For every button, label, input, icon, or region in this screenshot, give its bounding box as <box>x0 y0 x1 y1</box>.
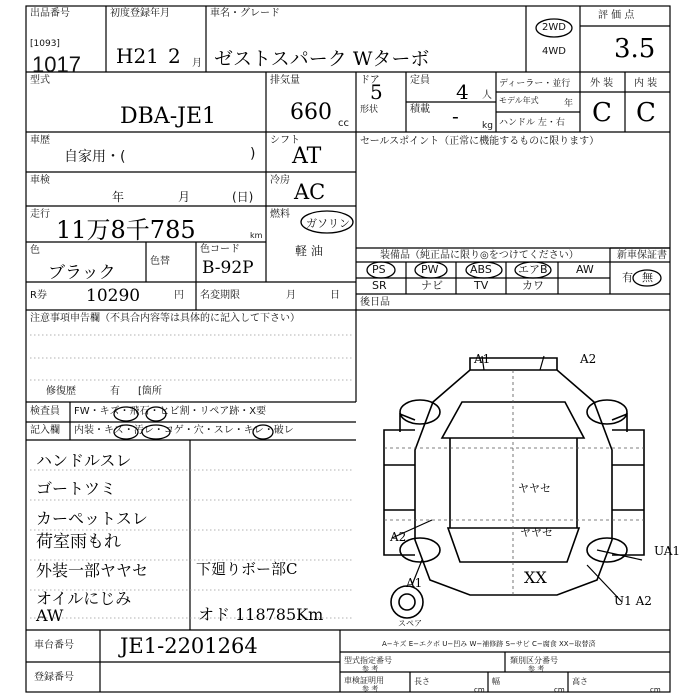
equip-tv: TV <box>474 279 489 292</box>
diagram-mark: XX <box>524 568 547 587</box>
type-ref-label: 参 考 <box>362 665 379 673</box>
model-label: 型式 <box>30 75 50 86</box>
color-code-value: B-92P <box>202 258 254 278</box>
load-label: 積載 <box>410 104 430 115</box>
first-registration-era: H21 <box>116 44 159 68</box>
length-unit: cm <box>474 686 485 694</box>
inspector-row-fw: FW・キズ・飛石・ヒビ割・リペア跡・X要 <box>74 406 267 417</box>
interior-label: 内 装 <box>634 78 658 89</box>
recycle-label: R券 <box>30 290 47 301</box>
equip-pw: PW <box>421 263 439 276</box>
width-label: 幅 <box>492 677 500 686</box>
type-number-label: 型式指定番号 <box>344 656 392 665</box>
interior-grade: C <box>636 98 656 128</box>
repair-history-place: [箇所 <box>138 386 162 397</box>
diagram-mark: ヤヤセ <box>518 482 551 495</box>
capacity-value: 4 <box>456 80 469 104</box>
spare-tire-label: スペア <box>398 619 422 628</box>
warranty-no: 無 <box>642 271 653 284</box>
first-registration-label: 初度登録年月 <box>110 8 170 19</box>
shift-value: AT <box>292 144 322 169</box>
diagram-mark: A1 <box>406 576 423 590</box>
rating-label: 評 価 点 <box>598 10 635 21</box>
diagram-mark: A1 <box>474 352 491 366</box>
equip-sr: SR <box>372 279 387 292</box>
remark-line: AW <box>36 606 64 625</box>
inspector-label: 検査員 <box>30 406 60 417</box>
car-name-label: 車名・グレード <box>210 8 280 19</box>
remark-line: 下廻りボー部C <box>196 560 298 578</box>
repair-history-value: 有 <box>110 386 120 397</box>
displacement-value: 660 <box>290 100 332 125</box>
repair-history-label: 修復歴 <box>46 386 76 397</box>
equip-aw: AW <box>576 263 594 276</box>
load-unit: kg <box>482 121 493 131</box>
inspection-month: 月 <box>178 190 191 204</box>
diagram-mark: ヤヤセ <box>520 526 553 539</box>
warranty-label: 新車保証書 <box>617 250 667 261</box>
car-name-value: ゼストスパーク Wターボ <box>214 48 430 70</box>
height-unit: cm <box>650 686 661 694</box>
sales-point-label: セールスポイント（正常に機能するものに限ります） <box>360 136 600 147</box>
mileage-value: 11万8千785 <box>56 216 196 244</box>
name-change-label: 名変期限 <box>200 290 240 301</box>
shape-label: 形状 <box>360 105 379 115</box>
exterior-grade: C <box>592 98 612 128</box>
handle-label: ハンドル 左・右 <box>499 118 565 128</box>
equipment-label: 装備品（純正品に限り◎をつけてください） <box>380 250 579 261</box>
history-value: 自家用・( <box>64 149 126 165</box>
diagram-mark: UA1 <box>654 544 681 558</box>
width-unit: cm <box>554 686 565 694</box>
dealer-label: ディーラー・並行 <box>499 79 571 89</box>
remark-line: 外装一部ヤヤセ <box>36 561 149 580</box>
length-label: 長さ <box>414 677 430 686</box>
drive-2wd: 2WD <box>542 22 566 33</box>
equip-airbag: エアB <box>518 263 548 276</box>
year-unit: 年 <box>564 99 574 109</box>
chassis-label: 車台番号 <box>34 640 74 651</box>
remark-line: カーペットスレ <box>36 509 148 528</box>
registration-label: 登録番号 <box>34 672 74 683</box>
remark-line: オイルにじみ <box>36 589 132 608</box>
category-ref-label: 参 考 <box>528 665 545 673</box>
warranty-yes: 有 <box>622 271 633 284</box>
notes-label: 注意事項申告欄（不具合内容等は具体的に記入して下さい） <box>30 313 300 324</box>
color-label: 色 <box>30 245 40 256</box>
mileage-unit: km <box>250 231 263 240</box>
name-change-month: 月 <box>286 290 296 301</box>
color-value: ブラック <box>48 263 116 283</box>
later-items-label: 後日品 <box>360 297 390 308</box>
equip-leather: カワ <box>522 279 544 292</box>
history-label: 車歴 <box>30 135 50 146</box>
exterior-label: 外 装 <box>590 78 614 89</box>
height-label: 高さ <box>572 677 588 686</box>
fuel-gasoline: ガソリン <box>306 217 350 230</box>
diagram-mark: U1 A2 <box>614 594 652 608</box>
ac-value: AC <box>294 180 326 204</box>
equip-ps: PS <box>372 263 386 276</box>
color-change-label: 色替 <box>150 256 170 267</box>
drive-4wd: 4WD <box>542 46 566 57</box>
color-code-label: 色コード <box>200 244 240 255</box>
doors-label: ドア <box>360 75 380 86</box>
remark-line: オド 118785Km <box>198 605 324 624</box>
fuel-label: 燃料 <box>270 209 290 220</box>
inspection-day: (日) <box>232 190 254 204</box>
cert-ref-label: 参 考 <box>362 685 379 693</box>
model-value: DBA-JE1 <box>120 104 217 129</box>
inspection-year: 年 <box>112 190 125 204</box>
fuel-diesel: 軽 油 <box>295 244 323 258</box>
model-year-label: モデル年式 <box>499 96 539 105</box>
first-registration-month: 2 <box>168 44 181 68</box>
name-change-day: 日 <box>330 290 340 301</box>
rating-value: 3.5 <box>614 34 656 64</box>
capacity-label: 定員 <box>410 75 430 86</box>
displacement-unit: cc <box>338 118 349 129</box>
load-value: - <box>452 104 459 128</box>
lot-number-label: 出品番号 <box>30 8 70 19</box>
recycle-value: 10290 <box>86 286 141 306</box>
ac-label: 冷房 <box>270 175 290 186</box>
cert-label: 車検証明用 <box>344 676 384 685</box>
lot-number: 1017 <box>32 52 81 77</box>
month-unit: 月 <box>192 58 202 69</box>
capacity-unit: 人 <box>482 90 492 101</box>
damage-legend: A−キズ E−エクボ U−凹み W−補修跡 S−サビ C−腐食 XX−取替済 <box>382 640 596 648</box>
equip-abs: ABS <box>470 263 492 276</box>
category-number-label: 類別区分番号 <box>510 656 558 665</box>
inspector-entry-label: 記入欄 <box>30 425 60 436</box>
inspection-label: 車検 <box>30 175 50 186</box>
remark-line: 荷室雨もれ <box>36 532 121 552</box>
chassis-value: JE1-2201264 <box>120 634 258 658</box>
inspector-row-interior: 内装・キズ・汚レ・コゲ・穴・スレ・キレ・破レ <box>74 425 294 436</box>
recycle-unit: 円 <box>174 290 184 301</box>
diagram-mark: A2 <box>390 530 407 544</box>
displacement-label: 排気量 <box>270 75 300 86</box>
diagram-mark: A2 <box>580 352 597 366</box>
history-close: ) <box>250 146 256 162</box>
remark-line: ハンドルスレ <box>36 451 132 470</box>
remark-line: ゴートツミ <box>36 479 117 498</box>
doors-value: 5 <box>370 80 383 104</box>
lot-code: [1093] <box>30 39 60 49</box>
equip-navi: ナビ <box>421 279 443 292</box>
mileage-label: 走行 <box>30 209 50 220</box>
shift-label: シフト <box>270 135 300 146</box>
